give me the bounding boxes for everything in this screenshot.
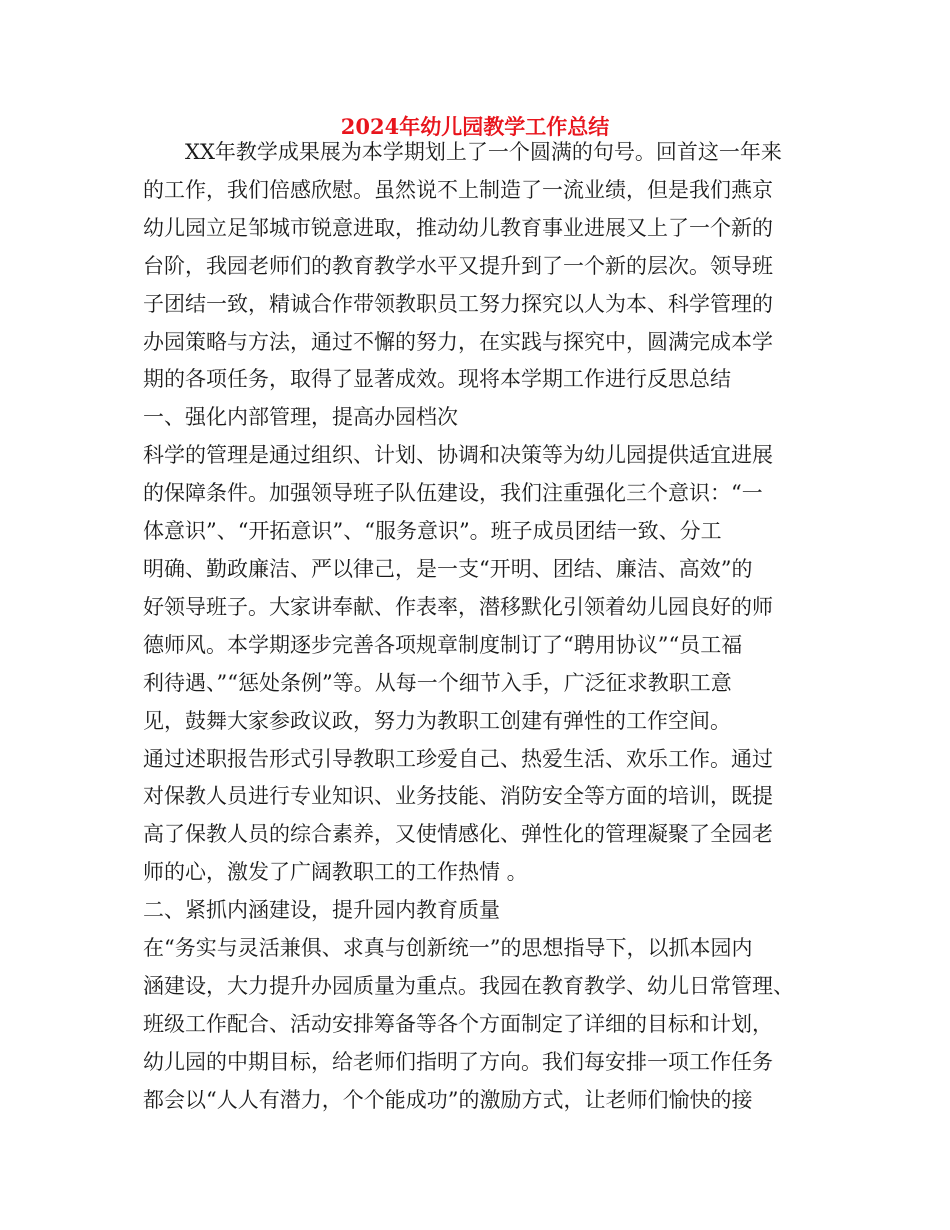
body-line: 在“务实与灵活兼俱、求真与创新统一”的思想指导下，以抓本园内	[143, 936, 753, 961]
body-line: 子团结一致，精诚合作带领教职员工努力探究以人为本、科学管理的	[143, 291, 773, 316]
body-line: 期的各项任务，取得了显著成效。现将本学期工作进行反思总结	[143, 367, 731, 392]
body-line: 利待遇、”“惩处条例”等。从每一个细节入手，广泛征求教职工意	[143, 670, 732, 695]
body-line: 好领导班子。大家讲奉献、作表率，潜移默化引领着幼儿园良好的师	[143, 594, 773, 619]
body-line: 涵建设，大力提升办园质量为重点。我园在教育教学、幼儿日常管理、	[143, 973, 794, 998]
document-title: 2024年幼儿园教学工作总结	[340, 114, 610, 139]
body-line: 幼儿园的中期目标，给老师们指明了方向。我们每安排一项工作任务	[143, 1049, 773, 1074]
body-line: 班级工作配合、活动安排筹备等各个方面制定了详细的目标和计划，	[143, 1011, 773, 1036]
body-line: 体意识”、“开拓意识”、“服务意识”。班子成员团结一致、分工	[143, 519, 722, 544]
body-line: 见，鼓舞大家参政议政，努力为教职工创建有弹性的工作空间。	[143, 708, 731, 733]
body-line: 都会以“人人有潜力，个个能成功”的激励方式，让老师们愉快的接	[143, 1087, 753, 1112]
body-line: 的保障条件。加强领导班子队伍建设，我们注重强化三个意识：“一	[143, 481, 763, 506]
body-line: 通过述职报告形式引导教职工珍爱自己、热爱生活、欢乐工作。通过	[143, 746, 773, 771]
body-line: XX年教学成果展为本学期划上了一个圆满的句号。回首这一年来	[143, 140, 782, 164]
body-line: 对保教人员进行专业知识、业务技能、消防安全等方面的培训，既提	[143, 784, 773, 809]
section-heading-1: 一、强化内部管理，提高办园档次	[143, 405, 458, 430]
document-body	[143, 134, 803, 1120]
body-line: 师的心，激发了广阔教职工的工作热情 。	[143, 860, 528, 885]
body-line: 的工作，我们倍感欣慰。虽然说不上制造了一流业绩，但是我们燕京	[143, 177, 773, 202]
body-line: 办园策略与方法，通过不懈的努力，在实践与探究中，圆满完成本学	[143, 329, 773, 354]
body-line: 科学的管理是通过组织、计划、协调和决策等为幼儿园提供适宜进展	[143, 443, 773, 468]
body-line: 德师风。本学期逐步完善各项规章制度制订了“聘用协议”“员工福	[143, 632, 743, 657]
body-line: 高了保教人员的综合素养，又使情感化、弹性化的管理凝聚了全园老	[143, 822, 773, 847]
body-line: 明确、勤政廉洁、严以律己，是一支“开明、团结、廉洁、高效”的	[143, 556, 753, 581]
body-line: 幼儿园立足邹城市锐意进取，推动幼儿教育事业进展又上了一个新的	[143, 215, 773, 240]
body-line: 台阶，我园老师们的教育教学水平又提升到了一个新的层次。领导班	[143, 253, 773, 278]
section-heading-2: 二、紧抓内涵建设，提升园内教育质量	[143, 898, 500, 923]
